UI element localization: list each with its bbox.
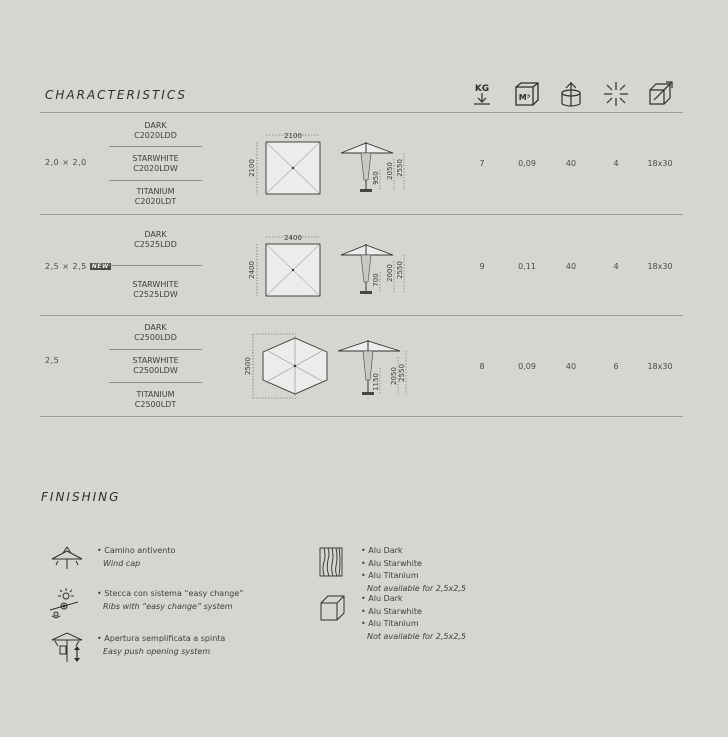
product-row	[40, 316, 683, 416]
wood-texture-icon	[318, 546, 346, 582]
pole-diameter-icon	[646, 80, 674, 108]
push-opening-icon	[50, 630, 84, 668]
top-view-drawing	[245, 232, 335, 302]
top-view-hexagon-drawing	[243, 330, 333, 402]
svg-text:2050: 2050	[386, 162, 394, 180]
ribs-value: 4	[613, 159, 619, 168]
row-rule	[40, 416, 683, 417]
aluminium-profile-icon	[318, 593, 348, 627]
svg-text:700: 700	[372, 273, 380, 287]
variant-dark: DARK C2525LDD	[134, 230, 177, 249]
svg-text:2550: 2550	[398, 364, 406, 382]
weight-value: 7	[479, 159, 485, 168]
base-value: 40	[565, 159, 577, 168]
side-view-drawing	[336, 338, 416, 400]
svg-text:2000: 2000	[386, 264, 394, 282]
finish-push-opening: • Apertura semplificata a spinta Easy push opening system	[97, 634, 226, 656]
finish-wind-cap: • Camino antivento Wind cap	[97, 546, 176, 568]
svg-text:2100: 2100	[248, 159, 256, 177]
easy-change-ribs-icon	[48, 586, 84, 624]
variant-divider	[109, 180, 202, 181]
svg-text:2050: 2050	[390, 367, 398, 385]
finishing-title: FINISHING	[41, 490, 121, 504]
pole-value: 18x30	[647, 159, 673, 168]
svg-text:2100: 2100	[284, 132, 302, 140]
variant-dark: DARK C2020LDD	[134, 121, 177, 140]
variant-starwhite: STARWHITE C2525LDW	[132, 280, 179, 299]
volume-value: 0,09	[518, 159, 536, 168]
svg-text:2500: 2500	[244, 357, 252, 375]
variant-divider	[109, 265, 202, 266]
size-label: 2,0 × 2,0	[45, 158, 87, 167]
ribs-value: 4	[613, 262, 619, 271]
svg-text:1150: 1150	[372, 373, 380, 391]
wind-cap-icon	[50, 545, 84, 575]
svg-text:2400: 2400	[248, 261, 256, 279]
new-badge: NEW	[91, 263, 109, 270]
ribs-value: 6	[613, 362, 619, 371]
finish-frame-colors: • Alu Dark • Alu Starwhite • Alu Titanium Not available for 2,5x2,5	[361, 546, 466, 593]
ribs-count-icon	[602, 80, 630, 108]
base-value: 40	[565, 362, 577, 371]
finish-easy-change: • Stecca con sistema “easy change” Ribs with “easy change” system	[97, 589, 244, 611]
side-view-drawing	[338, 140, 418, 200]
variant-titanium: TITANIUM C2020LDT	[134, 187, 177, 206]
finish-pole-colors: • Alu Dark • Alu Starwhite • Alu Titanium Not available for 2,5x2,5	[361, 594, 466, 641]
size-label: 2,5 × 2,5 NEW	[45, 262, 109, 271]
variant-titanium: TITANIUM C2500LDT	[134, 390, 177, 409]
variant-starwhite: STARWHITE C2500LDW	[132, 356, 179, 375]
weight-value: 9	[479, 262, 485, 271]
variant-dark: DARK C2500LDD	[134, 323, 177, 342]
size-label: 2,5	[45, 356, 60, 365]
pole-value: 18x30	[647, 262, 673, 271]
product-row	[40, 113, 683, 214]
side-view-drawing	[338, 242, 418, 302]
variant-starwhite: STARWHITE C2020LDW	[132, 154, 179, 173]
base-value: 40	[565, 262, 577, 271]
weight-value: 8	[479, 362, 485, 371]
volume-m3-icon	[513, 80, 541, 108]
volume-value: 0,11	[518, 262, 536, 271]
product-row	[40, 215, 683, 315]
pole-value: 18x30	[647, 362, 673, 371]
svg-text:2550: 2550	[396, 261, 404, 279]
kg-label: KG	[474, 84, 490, 94]
volume-value: 0,09	[518, 362, 536, 371]
base-diameter-icon	[557, 80, 585, 108]
svg-text:2400: 2400	[284, 234, 302, 242]
svg-text:2550: 2550	[396, 159, 404, 177]
variant-divider	[109, 382, 202, 383]
top-view-drawing	[245, 130, 335, 200]
weight-kg-icon	[468, 80, 496, 108]
variant-divider	[109, 146, 202, 147]
m3-label: M³	[518, 93, 531, 102]
svg-text:950: 950	[372, 171, 380, 185]
characteristics-title: CHARACTERISTICS	[45, 88, 188, 102]
variant-divider	[109, 349, 202, 350]
